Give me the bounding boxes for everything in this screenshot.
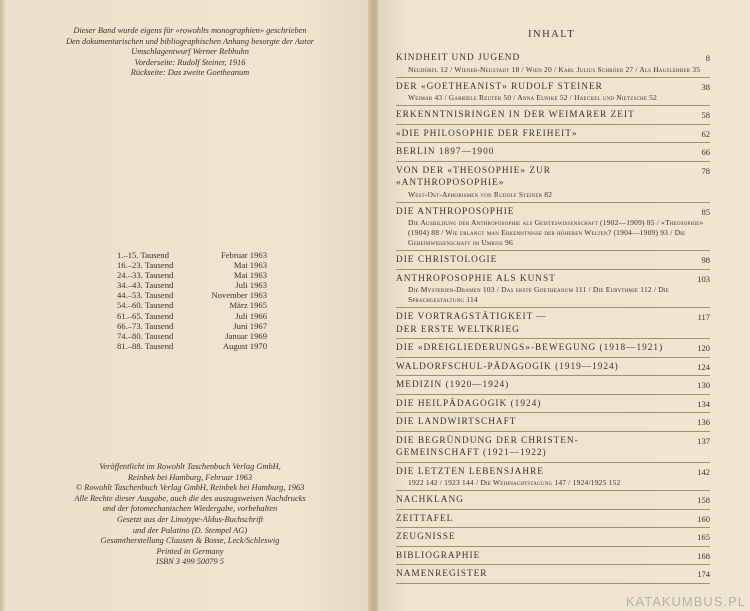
toc-entry-title: ZEITTAFEL bbox=[396, 513, 454, 524]
edition-date: November 1963 bbox=[211, 290, 267, 301]
toc-page-number: 38 bbox=[701, 81, 710, 92]
toc-heading bbox=[396, 165, 710, 190]
toc-entry bbox=[396, 342, 710, 358]
toc-divider bbox=[396, 307, 710, 308]
edition-row bbox=[117, 341, 267, 351]
toc-entry-title: NACHKLANG bbox=[396, 495, 464, 505]
edition-row bbox=[117, 331, 267, 341]
toc-page-number: 130 bbox=[697, 380, 710, 390]
toc-page-number: 120 bbox=[697, 343, 710, 353]
toc-heading bbox=[396, 206, 710, 219]
toc-page-number: 142 bbox=[697, 466, 710, 477]
toc-entry-title: DIE CHRISTOLOGIE bbox=[396, 255, 498, 265]
toc-heading bbox=[396, 513, 710, 526]
edition-row bbox=[117, 311, 267, 321]
toc-divider bbox=[396, 161, 710, 162]
toc-divider bbox=[396, 583, 710, 584]
edition-range: 44.–53. Tausend bbox=[117, 290, 174, 301]
toc-subentries: Die Ausbildung der Anthroposophie als Geisteswissenschaft (1902—1909) 85 / «Theosophie» (1904) 88 / Wie erlangt man Erkenntnisse der höheren Welten? (1904—1909) 93 / Die Geheimwissenschaft im Umriss 96 bbox=[408, 218, 704, 247]
toc-divider bbox=[396, 202, 710, 203]
toc-entry bbox=[396, 52, 710, 78]
toc-entry-title: DER «GOETHEANIST» RUDOLF STEINER bbox=[396, 81, 603, 92]
edition-date: Mai 1963 bbox=[233, 260, 267, 271]
toc-page-number: 98 bbox=[701, 255, 710, 265]
toc-heading bbox=[396, 146, 710, 159]
toc-page-number: 103 bbox=[697, 273, 710, 284]
toc-page-number: 174 bbox=[697, 569, 710, 579]
edition-range: 34.–43. Tausend bbox=[117, 280, 174, 291]
toc-subentries: Die Mysterien-Dramen 103 / Das erste Goetheanum 111 / Die Eurythmie 112 / Die Sprachgestaltung 114 bbox=[408, 285, 670, 304]
toc-page-number: 168 bbox=[697, 550, 710, 561]
toc-entry bbox=[396, 568, 710, 584]
toc-entry bbox=[396, 165, 710, 203]
left-page bbox=[0, 0, 371, 611]
toc-divider bbox=[396, 412, 710, 413]
imprint-top bbox=[22, 26, 358, 79]
toc-entry-title: DIE ANTHROPOSOPHIE bbox=[396, 206, 515, 217]
toc-entry bbox=[396, 311, 710, 339]
toc-divider bbox=[396, 142, 710, 143]
edition-range: 24.–33. Tausend bbox=[117, 270, 174, 281]
toc-heading bbox=[396, 531, 710, 544]
toc-heading bbox=[396, 568, 710, 581]
toc-page-number: 78 bbox=[701, 165, 710, 176]
edition-range: 66.–73. Tausend bbox=[117, 320, 174, 331]
toc-heading bbox=[396, 550, 710, 563]
imprint-bottom bbox=[30, 462, 350, 568]
imprint-line: Dieser Band wurde eigens für «rowohlts monographien» geschrieben bbox=[73, 26, 307, 35]
imprint-line: Printed in Germany bbox=[156, 546, 224, 556]
edition-range: 54.–60. Tausend bbox=[117, 300, 174, 311]
edition-row bbox=[117, 260, 267, 270]
toc-divider bbox=[396, 250, 710, 251]
imprint-line: Veröffentlicht im Rowohlt Taschenbuch Verlag GmbH, bbox=[99, 462, 281, 471]
toc-entry-title: KINDHEIT UND JUGEND bbox=[396, 53, 521, 63]
toc-entry-title: «DIE PHILOSOPHIE DER FREIHEIT» bbox=[396, 128, 578, 139]
toc-entry-title: ERKENNTNISRINGEN IN DER WEIMARER ZEIT bbox=[396, 110, 635, 120]
toc-page-number: 137 bbox=[697, 435, 710, 446]
toc-divider bbox=[396, 509, 710, 510]
toc-heading bbox=[396, 398, 710, 411]
edition-row bbox=[117, 321, 267, 331]
watermark: KATAKUMBUS.PL bbox=[625, 594, 746, 609]
edition-date: Januar 1969 bbox=[225, 330, 267, 341]
imprint-line: und der fotomechanischen Wiedergabe, vorbehalten bbox=[102, 504, 278, 514]
toc-entry-title: MEDIZIN (1920—1924) bbox=[396, 380, 510, 390]
edition-row bbox=[117, 290, 267, 300]
toc-entry bbox=[396, 273, 710, 309]
imprint-line: Den dokumentarischen und bibliographischen Anhang besorgte der Autor bbox=[65, 36, 315, 46]
edition-row bbox=[117, 270, 267, 280]
imprint-line: Umschlagentwurf Werner Rebhuhn bbox=[131, 47, 249, 56]
edition-range: 81.–88. Tausend bbox=[117, 340, 174, 351]
toc-entry bbox=[396, 361, 710, 377]
imprint-line: ISBN 3 499 50079 5 bbox=[156, 557, 224, 567]
imprint-line: Alle Rechte dieser Ausgabe, auch die des auszugsweisen Nachdrucks bbox=[74, 493, 306, 503]
toc-entry bbox=[396, 379, 710, 395]
toc-title: INHALT bbox=[528, 29, 576, 40]
toc-entry-title: WALDORFSCHUL-PÄDAGOGIK (1919—1924) bbox=[396, 361, 619, 372]
toc-subentries: Neudörfl 12 / Wiener-Neustadt 18 / Wien 20 / Karl Julius Schröer 27 / Als Hauslehrer 35 bbox=[408, 64, 701, 74]
toc-entry bbox=[396, 435, 710, 463]
toc-page-number: 58 bbox=[701, 110, 710, 120]
edition-date: Mai 1963 bbox=[233, 270, 267, 281]
toc-divider bbox=[396, 431, 710, 432]
toc-heading bbox=[396, 435, 710, 460]
toc-heading bbox=[396, 311, 710, 336]
toc-heading bbox=[396, 342, 710, 355]
toc-divider bbox=[396, 338, 710, 339]
toc-entry-title: NAMENREGISTER bbox=[396, 569, 488, 579]
toc-entry bbox=[396, 550, 710, 566]
toc-heading bbox=[396, 416, 710, 429]
toc-page-number: 62 bbox=[701, 128, 710, 139]
page-edge bbox=[0, 0, 6, 611]
toc-heading bbox=[396, 273, 710, 286]
edition-range: 61.–65. Tausend bbox=[117, 310, 174, 321]
toc-page-number: 160 bbox=[697, 513, 710, 524]
toc-entry bbox=[396, 466, 710, 492]
toc-entry bbox=[396, 494, 710, 510]
toc-divider bbox=[396, 357, 710, 358]
edition-date: März 1965 bbox=[229, 300, 267, 311]
toc-subentries: 1922 142 / 1923 144 / Die Weihnachtstagung 147 / 1924/1925 152 bbox=[408, 478, 621, 487]
toc-heading bbox=[396, 128, 710, 141]
toc-page-number: 165 bbox=[697, 532, 710, 542]
toc-entry-title: ZEUGNISSE bbox=[396, 532, 456, 542]
toc-entry bbox=[396, 416, 710, 432]
edition-date: Juli 1966 bbox=[235, 310, 267, 321]
toc-page-number: 117 bbox=[697, 312, 710, 322]
toc-entry-title: ANTHROPOSOPHIE ALS KUNST bbox=[396, 273, 556, 284]
toc-heading bbox=[396, 494, 710, 507]
toc-entry-title: DIE LANDWIRTSCHAFT bbox=[396, 417, 517, 427]
toc-entry-title: DIE BEGRÜNDUNG DER CHRISTEN- GEMEINSCHAFT (1921—1922) bbox=[396, 435, 579, 458]
toc-entry bbox=[396, 128, 710, 144]
toc-divider bbox=[396, 105, 710, 106]
imprint-line: © Rowohlt Taschenbuch Verlag GmbH, Reinbek bei Hamburg, 1963 bbox=[75, 483, 305, 493]
toc-divider bbox=[396, 394, 710, 395]
imprint-line: Gesamtherstellung Clausen & Bosse, Leck/Schleswig bbox=[100, 536, 280, 546]
imprint-line: Rückseite: Das zweite Goetheanum bbox=[130, 68, 250, 77]
edition-range: 16.–23. Tausend bbox=[117, 260, 174, 271]
toc-entry bbox=[396, 254, 710, 270]
toc-divider bbox=[396, 375, 710, 376]
toc-heading bbox=[396, 52, 710, 65]
toc-divider bbox=[396, 77, 710, 78]
toc-divider bbox=[396, 490, 710, 491]
toc-entry bbox=[396, 513, 710, 529]
toc-entry-title: BERLIN 1897—1900 bbox=[396, 147, 495, 157]
toc-divider bbox=[396, 124, 710, 125]
toc-entry bbox=[396, 398, 710, 414]
toc-divider bbox=[396, 527, 710, 528]
imprint-line: Vorderseite: Rudolf Steiner, 1916 bbox=[134, 57, 246, 67]
edition-range: 74.–80. Tausend bbox=[117, 330, 174, 341]
toc-entry-title: DIE HEILPÄDAGOGIK (1924) bbox=[396, 398, 542, 409]
toc-divider bbox=[396, 269, 710, 270]
toc-page-number: 136 bbox=[697, 417, 710, 427]
edition-date: Februar 1963 bbox=[220, 250, 267, 260]
toc-page-number: 66 bbox=[701, 147, 710, 157]
toc-entry-title: DIE LETZTEN LEBENSJAHRE bbox=[396, 466, 544, 477]
toc-entry bbox=[396, 206, 710, 252]
edition-date: August 1970 bbox=[222, 340, 267, 351]
toc-entry bbox=[396, 109, 710, 125]
toc-heading bbox=[396, 466, 710, 479]
toc-entry-title: BIBLIOGRAPHIE bbox=[396, 550, 481, 561]
toc-entry bbox=[396, 531, 710, 547]
edition-row bbox=[117, 250, 267, 260]
toc-heading bbox=[396, 361, 710, 374]
edition-row bbox=[117, 300, 267, 310]
toc-heading bbox=[396, 109, 710, 122]
toc-heading bbox=[396, 81, 710, 94]
toc-entry bbox=[396, 146, 710, 162]
edition-date: Juni 1967 bbox=[233, 320, 267, 331]
imprint-line: Reinbek bei Hamburg, Februar 1963 bbox=[127, 472, 253, 482]
toc-entry-title: DIE «DREIGLIEDERUNGS»-BEWEGUNG (1918—1921) bbox=[396, 343, 664, 353]
toc-entry-title: DIE VORTRAGSTÄTIGKEIT — DER ERSTE WELTKRIEG bbox=[396, 312, 547, 335]
imprint-line: und der Palatino (D. Stempel AG) bbox=[132, 525, 248, 535]
toc-page-number: 134 bbox=[697, 398, 710, 409]
toc-heading bbox=[396, 254, 710, 267]
toc-divider bbox=[396, 546, 710, 547]
edition-list bbox=[117, 250, 267, 351]
toc-page-number: 124 bbox=[697, 361, 710, 372]
toc-entry-title: VON DER «THEOSOPHIE» ZUR «ANTHROPOSOPHIE» bbox=[396, 165, 551, 188]
edition-range: 1.–15. Tausend bbox=[117, 250, 169, 260]
toc-divider bbox=[396, 462, 710, 463]
edition-row bbox=[117, 280, 267, 290]
toc-entry bbox=[396, 81, 710, 107]
toc-subentries: West-Ost-Aphorismen von Rudolf Steiner 82 bbox=[408, 189, 553, 199]
toc-divider bbox=[396, 564, 710, 565]
toc-subentries: Weimar 43 / Gabriele Reuter 50 / Anna Eunike 52 / Haeckel und Nietzsche 52 bbox=[408, 93, 658, 102]
toc-page-number: 8 bbox=[705, 53, 710, 63]
toc-page-number: 85 bbox=[701, 206, 710, 217]
toc-page-number: 158 bbox=[697, 495, 710, 505]
edition-date: Juli 1963 bbox=[235, 280, 267, 291]
toc-heading bbox=[396, 379, 710, 392]
imprint-line: Gesetzt aus der Linotype-Aldus-Buchschrift bbox=[116, 514, 264, 524]
table-of-contents bbox=[396, 52, 710, 587]
